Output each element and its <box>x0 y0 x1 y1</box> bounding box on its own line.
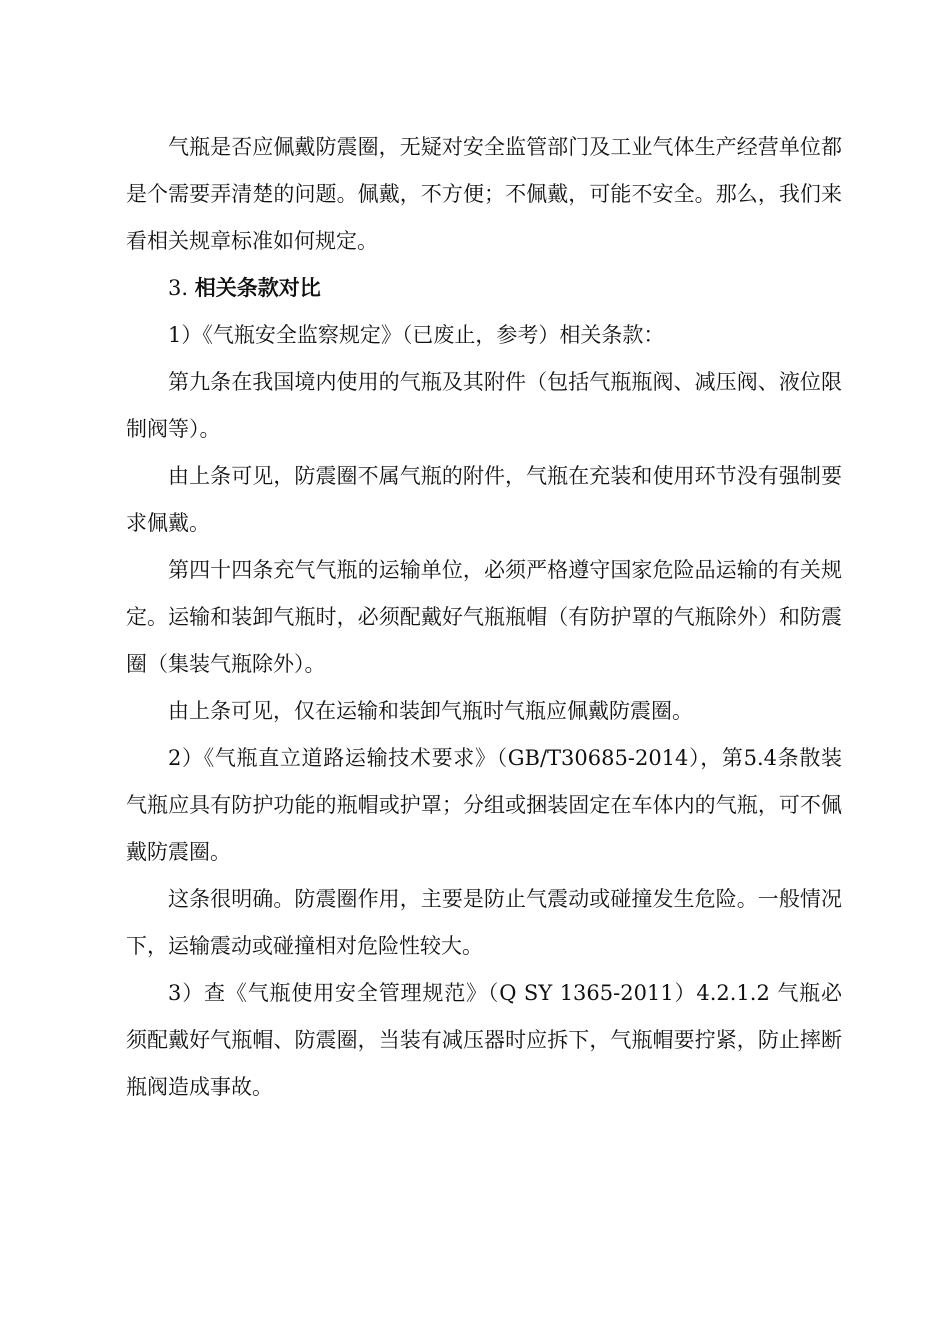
clause-paragraph-4: 第四十四条充气气瓶的运输单位，必须严格遵守国家危险品运输的有关规定。运输和装卸气瓶时，必须配戴好气瓶瓶帽（有防护罩的气瓶除外）和防震圈（集装气瓶除外）。 <box>126 558 842 676</box>
section-title: 相关条款对比 <box>194 276 321 300</box>
clause-paragraph-2: 第九条在我国境内使用的气瓶及其附件（包括气瓶瓶阀、减压阀、液位限制阀等）。 <box>126 370 842 441</box>
clause-paragraph-5: 由上条可见，仅在运输和装卸气瓶时气瓶应佩戴防震圈。 <box>168 699 693 723</box>
clause-paragraph-6: 2）《气瓶直立道路运输技术要求》（GB/T30685-2014），第5.4条散装气瓶应具有防护功能的瓶帽或护罩；分组或捆装固定在车体内的气瓶，可不佩戴防震圈。 <box>126 746 842 864</box>
section-number: 3. <box>168 276 189 300</box>
clause-paragraph-3: 由上条可见，防震圈不属气瓶的附件，气瓶在充装和使用环节没有强制要求佩戴。 <box>126 464 842 535</box>
intro-paragraph: 气瓶是否应佩戴防震圈，无疑对安全监管部门及工业气体生产经营单位都是个需要弄清楚的问题。佩戴，不方便；不佩戴，可能不安全。那么，我们来看相关规章标准如何规定。 <box>126 135 842 253</box>
clause-paragraph-7: 这条很明确。防震圈作用，主要是防止气震动或碰撞发生危险。一般情况下，运输震动或碰撞相对危险性较大。 <box>126 887 842 958</box>
section-heading <box>126 265 842 312</box>
document-body <box>126 124 842 1111</box>
clause-paragraph-1: 1）《气瓶安全监察规定》（已废止，参考）相关条款： <box>168 323 665 347</box>
clause-paragraph-8: 3）查《气瓶使用安全管理规范》（Q SY 1365-2011）4.2.1.2 气瓶必须配戴好气瓶帽、防震圈，当装有减压器时应拆下，气瓶帽要拧紧，防止摔断瓶阀造成事故。 <box>126 981 842 1099</box>
